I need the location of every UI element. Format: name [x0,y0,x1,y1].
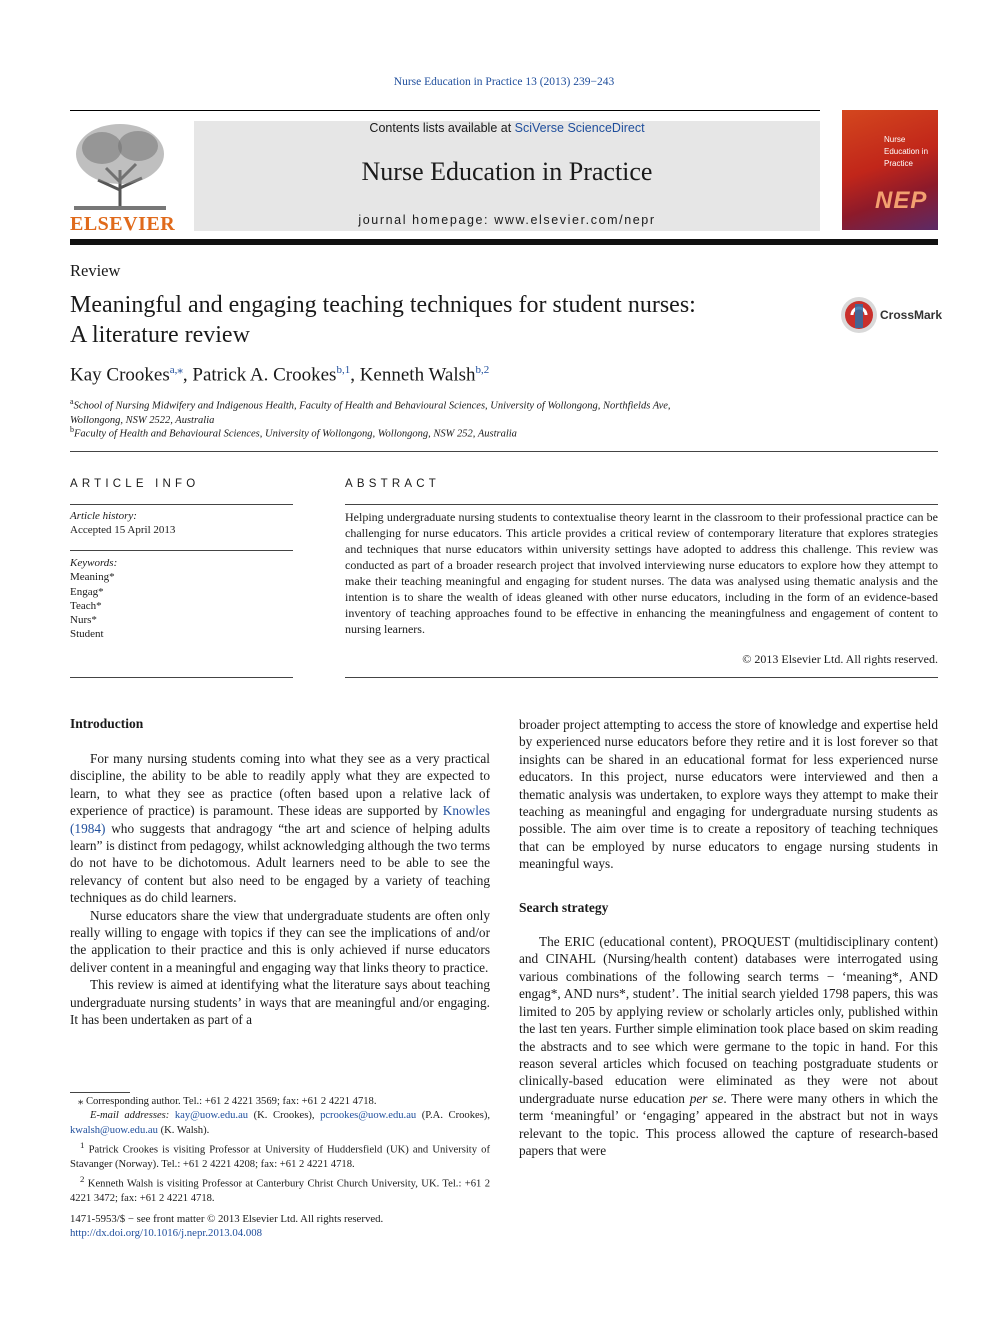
cover-line: Nurse [884,135,906,144]
divider [345,504,938,505]
text: . There were many others in which the term ‘meaningful’ or ‘engaging’ appeared in the abstract but not in ways relevant to the topic. This process allowed the capture of research-based papers that were [519,1090,938,1158]
header-rule [70,110,820,111]
title-line-1: Meaningful and engaging teaching techniques for student nurses: [70,292,696,318]
keyword: Engag* [70,585,104,598]
contents-prefix: Contents lists available at [369,121,515,135]
author-sup[interactable]: b,1 [336,364,351,376]
right-column [519,716,938,1159]
footnote-label: 2 [80,1174,85,1185]
issn-line: 1471-5953/$ − see front matter © 2013 Elsevier Ltd. All rights reserved. [70,1213,384,1225]
front-matter [70,1212,383,1241]
author-name: Kenneth Walsh [359,364,476,386]
keyword: Nurs* [70,614,97,627]
intro-paragraph-3: This review is aimed at identifying what the literature says about teaching undergraduate nursing students’ in ways that are meaningful and/or engaging. It has been undertaken as part of a [70,977,490,1028]
divider [70,451,938,452]
footnote-rule [70,1092,130,1093]
crossmark-label[interactable]: CrossMark [880,308,943,322]
keywords-label: Keywords: [70,557,118,569]
affiliation-text-2: Wollongong, NSW 2522, Australia [70,414,215,426]
author-sup[interactable]: b,2 [475,364,490,376]
text: For many nursing students coming into what they see as a very practical discipline, the ability to be able to readily apply what they are expected to learn, to what they see as practice (often based upon a relative lack of experience of practice) is paramount. These ideas are supported by [70,751,490,819]
author-name: Kay Crookes [70,364,170,386]
cover-line: Education in [884,147,929,156]
email-link[interactable]: kwalsh@uow.edu.au [70,1124,158,1136]
divider [345,677,938,678]
doi-link[interactable]: http://dx.doi.org/10.1016/j.nepr.2013.04.008 [70,1227,263,1240]
affiliation-b [70,423,830,442]
footnote-1 [70,1138,490,1172]
keywords [70,556,117,642]
email-link[interactable]: kay@uow.edu.au [174,1110,249,1122]
footnote-label: 1 [80,1139,85,1150]
cover-abbrev: NEP [875,187,928,214]
text: (K. Walsh). [157,1124,210,1136]
text: (P.A. Crookes), [416,1110,491,1122]
journal-title: Nurse Education in Practice [361,157,653,186]
cover-line: Practice [884,159,913,168]
continued-paragraph: broader project attempting to access the store of knowledge and expertise held by experienced nurse educators before they retire and it is lost forever so that insights can be shared in an educational format for less experienced nurse educators. In this project, nurse educators were interviewed and then a thematic analysis was undertaken, to explore ways they attempt to make their teaching as meaningful and engaging for undergraduate nursing students as possible. The aim over time is to create a repository of teaching techniques that can be employed by nurse educators to engage nursing students in meaningful ways. [519,717,938,872]
sciencedirect-link[interactable]: SciVerse ScienceDirect [514,121,645,135]
keyword: Meaning* [70,571,115,584]
intro-paragraph-2: Nurse educators share the view that undergraduate students are often only really willing to engage with topics if they can see the implications of and/or the application to their practice and this is only achieved if nurse educators deliver content in a meaningful and engaging way that links theory to practice. [70,907,490,975]
divider [70,550,293,551]
affiliation-text: Faculty of Health and Behavioural Sciences, University of Wollongong, Wollongong, NSW 252, Australia [74,428,517,440]
history-label: Article history: [70,510,137,522]
text: who suggests that andragogy “the art and science of helping adults learn” is distinct from pedagogy, whilst acknowledging although the two terms do not have to be dichotomous. Adult learners need to be able to see the relevancy of content but also need to be engaged by a variety of teaching techniques as do child learners. [70,820,490,906]
left-column [70,750,490,1029]
introduction-heading: Introduction [70,716,144,731]
article-info-heading: ARTICLE INFO [70,478,200,490]
divider [70,677,293,678]
abstract-heading: ABSTRACT [345,478,440,490]
text: The ERIC (educational content), PROQUEST (multidisciplinary content) and CINAHL (Nursing/health content) databases were interrogated using various combinations of the following search terms − ‘meaning*, AND engag*, AND nurs*, student’. The initial search yielded 1798 papers, this was limited to 205 by applying review or scholarly articles only, published within the last ten years. Further simple elimination took place based on skim reading the abstracts and to see which were germane to the topic in hand. For this reason several articles which focused on teaching postgraduate students or clinically-based education were eliminated as they were not about undergraduate nurse education [519,934,938,1106]
email-label: E-mail addresses: [90,1110,170,1122]
abstract-copyright: © 2013 Elsevier Ltd. All rights reserved. [742,652,938,666]
article-history [70,509,175,538]
author-sup[interactable]: a,⁎ [169,364,183,376]
article-title [70,290,810,350]
divider [70,504,293,505]
title-line-2: A literature review [70,322,250,348]
keyword: Student [70,628,104,641]
history-value: Accepted 15 April 2013 [70,524,176,537]
email-link[interactable]: pcrookes@uow.edu.au [320,1110,417,1122]
email-note [70,1109,490,1138]
text: Kenneth Walsh is visiting Professor at Canterbury Christ Church University, UK. Tel.: +61 2 4221 3472; fax: +61 2 4221 4718. [70,1178,490,1204]
text: per se [689,1090,724,1106]
journal-citation[interactable]: Nurse Education in Practice 13 (2013) 239−243 [393,76,615,88]
journal-homepage[interactable]: journal homepage: www.elsevier.com/nepr [358,213,656,227]
text: Patrick Crookes is visiting Professor at University of Huddersfield (UK) and University of Stavanger (Norway). Tel.: +61 2 4221 4208; fax: +61 2 4221 4718. [70,1144,490,1170]
contents-line [194,121,820,135]
footnotes [70,1095,490,1206]
search-strategy-heading: Search strategy [519,899,609,915]
corresponding-author-note: ⁎ Corresponding author. Tel.: +61 2 4221 3569; fax: +61 2 4221 4718. [78,1096,377,1107]
footnote-2 [70,1172,490,1206]
knowles-citation-link[interactable]: Knowles (1984) [70,803,490,836]
author-list: Kay Crookes$^{a,⁎}$, Patrick A. Crookes$^{b,1}$, Kenneth Walsh$^{b,2}$ [70,364,490,386]
crossmark-icon[interactable] [840,296,880,336]
abstract-text: Helping undergraduate nursing students to contextualise theory learnt in the classroom to their professional practice can be challenging for nurse educators. This article provides a critical review of contemporary literature that explores strategies and techniques that nurse educators within university settings have adopted to address this challenge. This review was conducted as part of a broader research project that involved interviewing nurse educators to explore how they attempt to make their teaching meaningful and engaging for student nurses. The data was analysed using thematic analysis and the intention is to share the wealth of ideas gleaned with other nurse educators, including in the form of an evidence-based inventory of teaching approaches found to be effective in enhancing the meaningfulness and engagement of content to nursing learners. [345,510,938,636]
elsevier-wordmark: ELSEVIER [70,213,176,235]
author-name: Patrick A. Crookes [192,364,337,386]
header-thick-rule [70,239,938,245]
article-type: Review [70,261,121,280]
affiliation-label: b [70,425,74,434]
cover-title [884,134,938,170]
keyword: Teach* [70,599,102,612]
text: (K. Crookes), [248,1110,321,1122]
search-paragraph-1 [519,933,938,1159]
affiliation-text: School of Nursing Midwifery and Indigenous Health, Faculty of Health and Behavioural Sciences, University of Wollongong, Northfields Ave, [73,400,671,412]
affiliation-label: a [70,397,74,406]
intro-paragraph-1 [70,750,490,907]
